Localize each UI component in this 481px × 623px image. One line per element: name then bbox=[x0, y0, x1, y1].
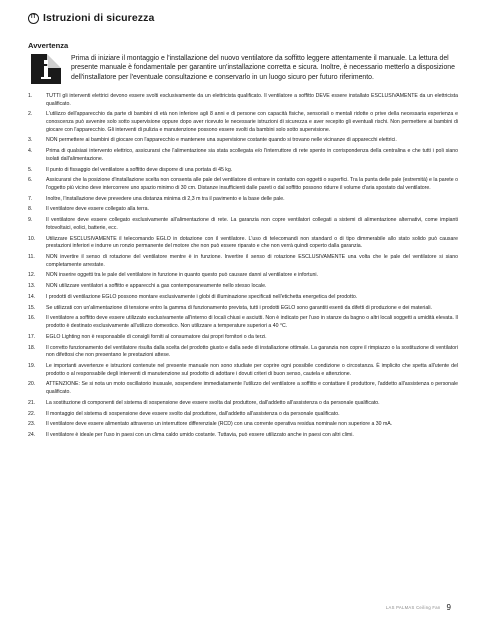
list-item bbox=[28, 315, 458, 330]
list-item-text: L'utilizzo dell'apparecchio da parte di bambini di età non inferiore agli 8 anni e di persone con capacità fisiche, sensoriali o mentali ridotte o prive della necessaria esperienza e conoscenza può avvenire solo sotto supervisione oppure dopo aver ricevuto le necessarie istruzioni di sicurezza e aver recepito gli eventuali rischi. Non permettere ai bambini di giocare con l'apparecchio. Gli interventi di pulizia e manutenzione possono essere svolti da bambini solo sotto supervisione. bbox=[46, 111, 458, 133]
list-item-number: 24. bbox=[28, 432, 36, 439]
page-footer bbox=[386, 603, 451, 612]
list-item bbox=[28, 381, 458, 396]
list-item-text: Le importanti avvertenze e istruzioni contenute nel presente manuale non sono studiate per coprire ogni possibile condizione o circostanza. È implicito che spetta all'utente del prodotto o al responsabile degli interventi di manutenzione sul prodotto di adottare i dovuti criteri di buon senso, cautela e attenzione. bbox=[46, 363, 458, 377]
list-item-text: Se utilizzati con un'alimentazione di tensione entro la gamma di funzionamento prevista, tutti i prodotti EGLO sono garantiti esenti da difetti di produzione e dei materiali. bbox=[46, 304, 432, 311]
list-item-number: 16. bbox=[28, 315, 36, 322]
list-item-text: Utilizzare ESCLUSIVAMENTE il telecomando EGLO in dotazione con il ventilatore. L'uso di telecomandi non standard o di tipo dimmerabile allo stato solido può causare prestazioni inferiori e indurre un ronzio permanente del motore che non può essere riparato e che non verrà quindi coperto dalla garanzia. bbox=[46, 235, 458, 250]
list-item-text: Inoltre, l'installazione deve prevedere una distanza minima di 2,3 m tra il pavimento e la base delle pale. bbox=[46, 195, 285, 202]
title-row bbox=[28, 10, 458, 26]
list-item-text: NON permettere ai bambini di giocare con l'apparecchio e mantenere una supervisione costante quando si trovano nelle vicinanze di apparecchi elettrici. bbox=[46, 137, 397, 144]
list-item-number: 20. bbox=[28, 381, 36, 388]
list-item-number: 14. bbox=[28, 293, 36, 300]
list-item-number: 9. bbox=[28, 217, 33, 224]
list-item bbox=[28, 432, 458, 440]
list-item-number: 17. bbox=[28, 333, 36, 340]
list-item bbox=[28, 400, 458, 408]
list-item bbox=[28, 167, 458, 175]
list-item-number: 11. bbox=[28, 253, 35, 260]
list-item-text: Prima di qualsiasi intervento elettrico, assicurarsi che l'alimentazione sia stata scollegata e/o l'interruttore di rete spento in corrispondenza della centralina e che tutti i poli siano isolati dall'alimentazione. bbox=[46, 148, 458, 162]
list-item bbox=[28, 111, 458, 134]
list-item bbox=[28, 177, 458, 192]
list-item-text: Il ventilatore deve essere collegato alla terra. bbox=[46, 206, 149, 213]
page-number: 9 bbox=[446, 603, 451, 612]
list-item-number: 21. bbox=[28, 399, 36, 406]
list-item bbox=[28, 206, 458, 214]
list-item-number: 22. bbox=[28, 410, 36, 417]
list-item-number: 7. bbox=[28, 195, 33, 202]
list-item-text: I prodotti di ventilazione EGLO possono montare esclusivamente i globi di illuminazione specificati nell'etichetta energetica del prodotto. bbox=[46, 293, 358, 300]
list-item-text: Il ventilatore a soffitto deve essere utilizzato esclusivamente all'interno di locali chiusi e asciutti. Non è indicato per l'uso in stanze da bagno o altri locali soggetti a umidità elevata. Il prodotto è destinato esclusivamente all'utilizzo domestico. Non utilizzare a temperature superiori a 40 °C. bbox=[46, 315, 458, 330]
list-item-text: ATTENZIONE: Se si nota un moto oscillatorio inusuale, sospendere immediatamente l'utilizzo del ventilatore a soffitto e contattare il produttore, l'addetto all'assistenza o personale qualificato. bbox=[46, 381, 458, 395]
list-item bbox=[28, 305, 458, 313]
list-item-text: TUTTI gli interventi elettrici devono essere svolti esclusivamente da un elettricista qualificato. Il ventilatore a soffitto DEVE essere installato ESCLUSIVAMENTE da un elettricista qualificato. bbox=[46, 93, 458, 107]
list-item bbox=[28, 421, 458, 429]
list-item bbox=[28, 93, 458, 108]
list-item-text: Il montaggio del sistema di sospensione deve essere svolto dal produttore, dall'addetto all'assistenza o da personale qualificato. bbox=[46, 410, 340, 417]
list-item bbox=[28, 148, 458, 163]
list-item-text: NON invertire il senso di rotazione del ventilatore mentre è in funzione. Invertire il senso di rotazione ESCLUSIVAMENTE una volta che le pale del ventilatore si siano completamente arrestate. bbox=[46, 253, 458, 268]
list-item-text: NON utilizzare ventilatori a soffitto e apparecchi a gas contemporaneamente nello stesso locale. bbox=[46, 283, 267, 290]
section-subtitle: Avvertenza bbox=[28, 41, 69, 50]
list-item-number: 3. bbox=[28, 137, 33, 144]
list-item-text: Il ventilatore è ideale per l'uso in paesi con un clima caldo umido costante. Tuttavia, può essere utilizzato anche in paesi con altri climi. bbox=[46, 432, 354, 439]
language-badge: IT bbox=[28, 13, 39, 24]
list-item-text: Il ventilatore deve essere alimentato attraverso un interruttore differenziale (RCD) con una corrente operativa residua nominale non superiore a 30 mA. bbox=[46, 421, 393, 428]
list-item-number: 13. bbox=[28, 283, 36, 290]
list-item bbox=[28, 283, 458, 291]
list-item-text: NON inserire oggetti tra le pale del ventilatore in funzione in quanto questo può causare danni al ventilatore e infortuni. bbox=[46, 272, 318, 279]
list-item-number: 6. bbox=[28, 177, 33, 184]
list-item-text: EGLO Lighting non è responsabile di consigli forniti al consumatore dai propri fornitori o da terzi. bbox=[46, 333, 267, 340]
list-item-number: 10. bbox=[28, 235, 36, 242]
list-item-text: Assicurarsi che la posizione d'installazione scelta non consenta alle pale del ventilatore di entrare in contatto con oggetti o superfici. Tra la punta delle pale (estremità) e la parete o l'oggetto più vicino deve intercorrere uno spazio minimo di 30 cm. Distanze insufficienti dalle pareti o dal soffitto possono ridurre il volume d'aria spostato dal ventilatore. bbox=[46, 177, 458, 191]
list-item bbox=[28, 254, 458, 269]
list-item-text: Il punto di fissaggio del ventilatore a soffitto deve disporre di una portata di 45 kg. bbox=[46, 166, 233, 173]
list-item-number: 4. bbox=[28, 148, 33, 155]
list-item bbox=[28, 363, 458, 378]
list-item-number: 18. bbox=[28, 344, 36, 351]
list-item-number: 19. bbox=[28, 363, 36, 369]
page-title: Istruzioni di sicurezza bbox=[43, 12, 155, 24]
list-item bbox=[28, 272, 458, 280]
list-item-number: 12. bbox=[28, 272, 36, 279]
warning-text: Prima di iniziare il montaggio e l'installazione del nuovo ventilatore da soffitto leggere attentamente il manuale. La lettura del presente manuale è fondamentale per garantire un'installazione corretta e sicura. Inoltre, è necessario metterlo a disposizione dell'installatore per l'eventuale consultazione e conservarlo in un luogo sicuro per futuro riferimento. bbox=[71, 55, 455, 81]
list-item-number: 5. bbox=[28, 166, 33, 173]
list-item-text: La sostituzione di componenti del sistema di sospensione deve essere svolta dal produttore, dall'addetto all'assistenza o da personale qualificato. bbox=[46, 399, 380, 406]
list-item-number: 2. bbox=[28, 111, 33, 118]
list-item bbox=[28, 196, 458, 204]
list-item bbox=[28, 236, 458, 251]
info-manual-icon bbox=[31, 54, 61, 84]
list-item-text: Il ventilatore deve essere collegato esclusivamente all'alimentazione di rete. La garanzia non copre ventilatori collegati a sistemi di alimentazione alternativi, come impianti fotovoltaici, eolici, batterie, ecc. bbox=[46, 217, 458, 231]
list-item bbox=[28, 334, 458, 342]
document-page bbox=[28, 10, 458, 443]
list-item bbox=[28, 137, 458, 145]
list-item bbox=[28, 294, 458, 302]
list-item-number: 8. bbox=[28, 206, 33, 213]
list-item bbox=[28, 217, 458, 232]
list-item-number: 15. bbox=[28, 304, 36, 311]
footer-brand: LAS PALMAS Ceiling Fan bbox=[385, 605, 441, 610]
warning-block bbox=[28, 54, 458, 84]
list-item-number: 1. bbox=[28, 93, 33, 99]
safety-instructions-list bbox=[28, 93, 458, 440]
list-item bbox=[28, 411, 458, 419]
list-item-text: Il corretto funzionamento del ventilatore risulta dalla scelta del prodotto giusto e dalla sede di installazione ottimale. La garanzia non copre il rimpiazzo o la sostituzione di ventilatori non difettosi che non presentano le prestazioni attese. bbox=[46, 344, 458, 359]
list-item-number: 23. bbox=[28, 421, 36, 428]
list-item bbox=[28, 345, 458, 360]
